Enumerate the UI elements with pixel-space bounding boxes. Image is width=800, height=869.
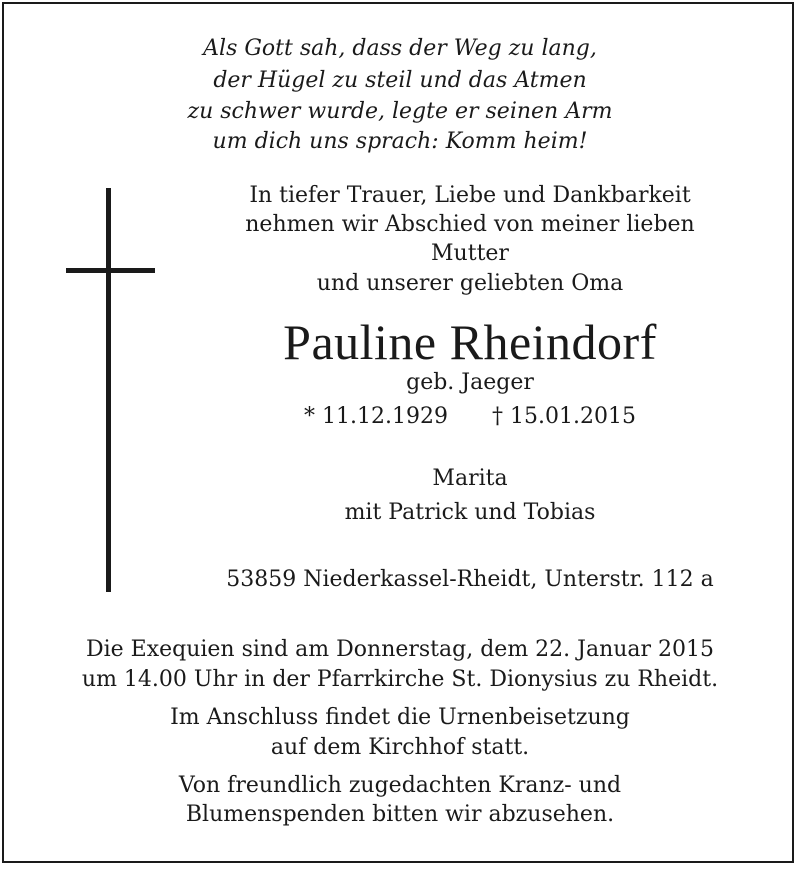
intro-line: Mutter (431, 241, 509, 266)
poem-line: Als Gott sah, dass der Weg zu lang, (203, 36, 597, 61)
poem-line: um dich uns sprach: Komm heim! (212, 129, 588, 154)
intro-line: nehmen wir Abschied von meiner lieben (245, 212, 695, 237)
poem-line: zu schwer wurde, legte er seinen Arm (187, 99, 613, 124)
address: 53859 Niederkassel-Rheidt, Unterstr. 112 a (226, 567, 714, 592)
intro-line: In tiefer Trauer, Liebe und Dankbarkeit (249, 183, 691, 208)
mourner-line: mit Patrick und Tobias (344, 500, 596, 525)
burial-line: Im Anschluss findet die Urnenbeisetzung (170, 705, 630, 730)
poem-line: der Hügel zu steil und das Atmen (213, 68, 587, 93)
intro-line: und unserer geliebten Oma (316, 271, 624, 296)
service-line: um 14.00 Uhr in der Pfarrkirche St. Dionysius zu Rheidt. (81, 667, 719, 692)
death-date: † 15.01.2015 (492, 404, 636, 429)
flowers-note-line: Von freundlich zugedachten Kranz- und (178, 773, 622, 798)
mourner-line: Marita (432, 466, 508, 491)
burial-line: auf dem Kirchhof statt. (270, 735, 530, 760)
maiden-name: geb. Jaeger (406, 370, 534, 395)
life-dates (140, 402, 800, 432)
flowers-note-line: Blumenspenden bitten wir abzusehen. (185, 802, 615, 827)
birth-date: * 11.12.1929 (304, 404, 448, 429)
service-line: Die Exequien sind am Donnerstag, dem 22. Januar 2015 (85, 637, 715, 662)
deceased-name: Pauline Rheindorf (283, 314, 657, 370)
